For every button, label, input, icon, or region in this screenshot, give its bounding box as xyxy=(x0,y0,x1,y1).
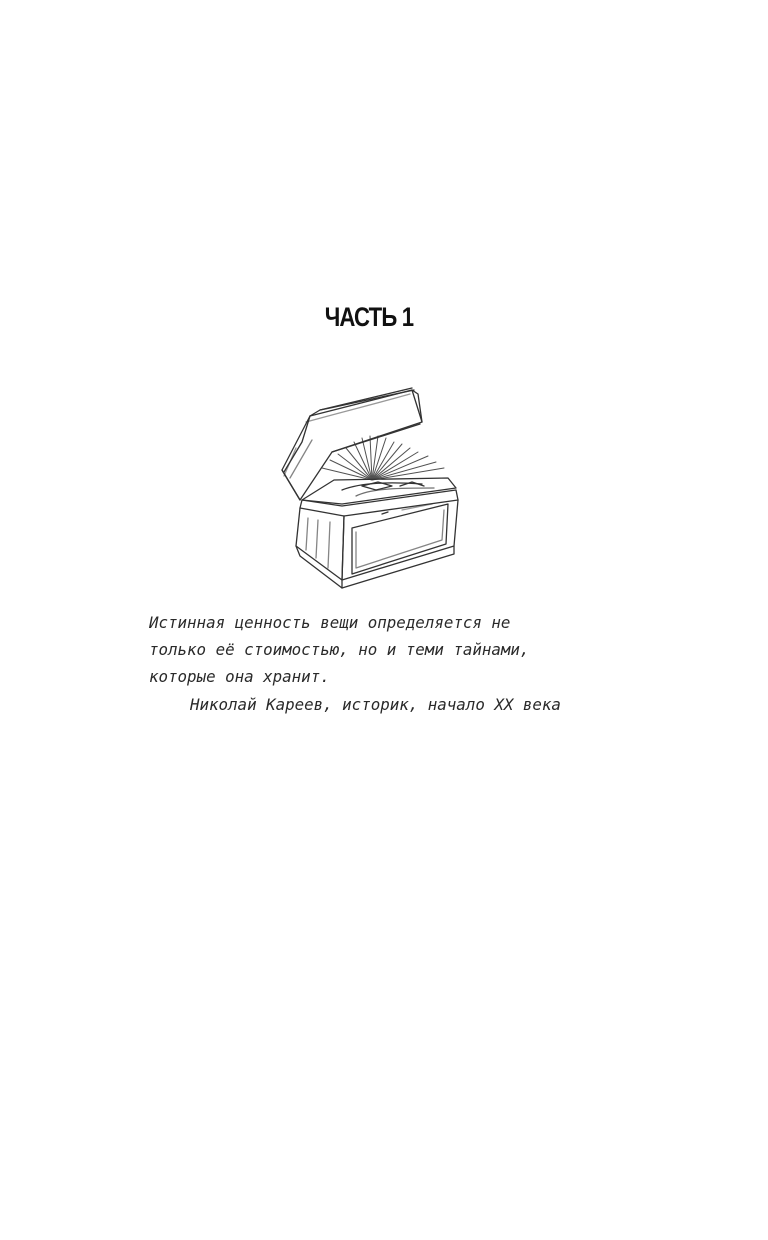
epigraph-line: только её стоимостью, но и теми тайнами, xyxy=(149,640,530,659)
epigraph-attribution: Николай Кареев, историк, начало XX века xyxy=(190,695,561,714)
treasure-chest-icon xyxy=(272,382,472,590)
part-title: ЧАСТЬ 1 xyxy=(324,302,414,332)
epigraph-quote xyxy=(149,609,599,690)
epigraph-line: Истинная ценность вещи определяется не xyxy=(149,613,511,632)
epigraph-line: которые она хранит. xyxy=(149,667,330,686)
